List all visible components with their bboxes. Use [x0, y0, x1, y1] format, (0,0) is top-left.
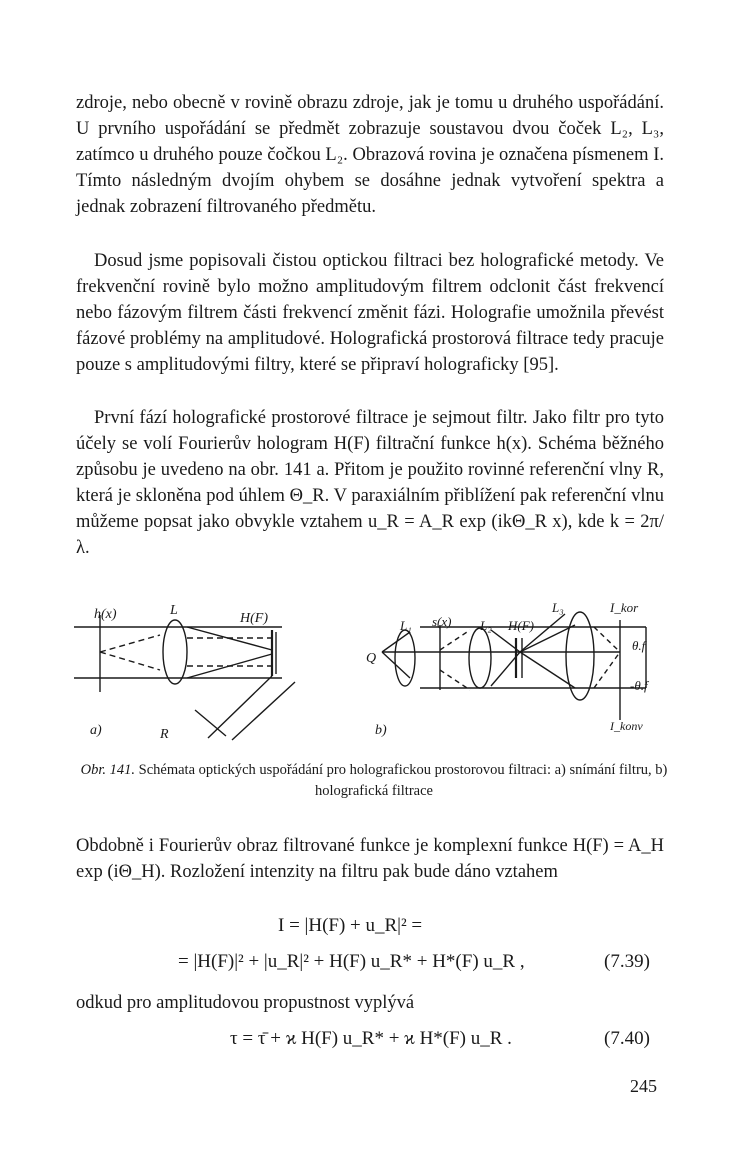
label-hf-b: H(F) — [508, 618, 534, 633]
label-l3: L₃ — [552, 600, 564, 615]
label-hf-a: H(F) — [240, 611, 268, 626]
figure-caption — [76, 760, 672, 802]
label-lens: L — [170, 603, 178, 618]
paragraph-1: zdroje, nebo obecně v rovině obrazu zdroje, jak je tomu u druhého uspořádání. U prvního uspořádání se předmět zobrazuje soustavou dvou čoček L₂, L₃, zatímco u druhého pouze čočkou L₂. Obrazová rovina je označena písmenem I. Tímto následným dvojím ohybem se dosáhne jednak vytvoření spektra a jednak zobrazení filtrovaného předmětu. — [76, 93, 664, 217]
paragraph-4: Obdobně i Fourierův obraz filtrované funkce je komplexní funkce H(F) = A_H exp (iΘ_H). Rozložení intenzity na filtru pak bude dáno vztahem — [76, 836, 664, 882]
label-minus-theta-f: -θ.f — [630, 678, 648, 693]
label-theta-f: θ.f — [632, 638, 646, 653]
label-ikor: I_kor — [610, 600, 639, 615]
page-number: 245 — [630, 1076, 657, 1096]
optical-schematic-figure — [60, 590, 690, 750]
label-sx: s(x) — [432, 614, 452, 629]
paragraph-5: odkud pro amplitudovou propustnost vyplývá — [76, 993, 415, 1013]
paragraph-3: První fází holografické prostorové filtrace je sejmout filtr. Jako filtr pro tyto účely se volí Fourierův hologram H(F) filtrační funkce h(x). Schéma běžného způsobu je uvedeno na obr. 141 a. Přitom je použito rovinné referenční vlny R, která je skloněna pod úhlem Θ_R. V paraxiálním přiblížení pak referenční vlnu můžeme popsat jako obvykle vztahem u_R = A_R exp (ikΘ_R x), kde k = 2π/λ. — [76, 408, 664, 558]
label-hx: h(x) — [94, 607, 117, 622]
label-q: Q — [366, 651, 377, 666]
equation-number-7-40: (7.40) — [604, 1028, 650, 1049]
label-l2: L₂ — [480, 618, 492, 633]
caption-label: Obr. 141. — [80, 762, 136, 778]
label-part-a: a) — [90, 723, 102, 738]
equation-7-39-line-1: I = |H(F) + u_R|² = — [278, 915, 423, 936]
caption-text: Schémata optických uspořádání pro holografickou prostorovou filtraci: a) snímání filtru, b) holografická filtrace — [138, 762, 668, 799]
label-l1: L₁ — [400, 618, 412, 633]
paragraph-2: Dosud jsme popisovali čistou optickou filtraci bez holografické metody. Ve frekvenční rovině bylo možno amplitudovým filtrem odclonit část frekvencí nebo fázovým filtrem části frekvencí změnit fázi. Holografie umožnila převést fázové problémy na amplitudové. Holografická prostorová filtrace tedy pracuje pouze s amplitudovými filtry, které se připraví holograficky [95]. — [76, 251, 664, 375]
label-ref: R — [160, 727, 169, 742]
label-part-b: b) — [375, 723, 387, 738]
equation-7-40: τ = τ̄ + ϰ H(F) u_R* + ϰ H*(F) u_R . — [230, 1028, 512, 1049]
label-ikonv: I_konv — [610, 719, 643, 733]
equation-number-7-39: (7.39) — [604, 951, 650, 972]
equation-7-39-line-2: = |H(F)|² + |u_R|² + H(F) u_R* + H*(F) u_R , — [178, 951, 525, 972]
